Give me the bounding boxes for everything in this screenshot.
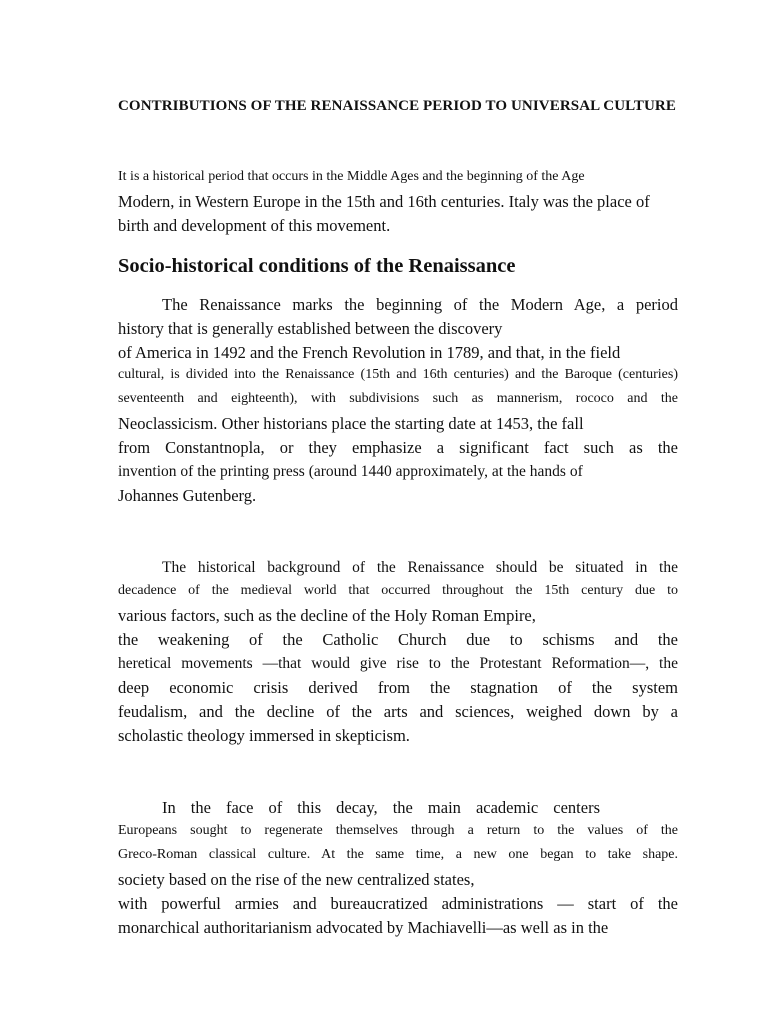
paragraph-line: heretical movements —that would give rise to the Protestant Reformation—, the <box>118 655 678 672</box>
intro-line: Modern, in Western Europe in the 15th and 16th centuries. Italy was the place of <box>118 192 650 211</box>
document-title: CONTRIBUTIONS OF THE RENAISSANCE PERIOD TO UNIVERSAL CULTURE <box>118 98 676 114</box>
paragraph-line: Europeans sought to regenerate themselves through a return to the values of the <box>118 823 678 838</box>
paragraph-line: Johannes Gutenberg. <box>118 486 257 505</box>
intro-line: birth and development of this movement. <box>118 216 391 235</box>
paragraph-line: In the face of this decay, the main academic centers <box>162 798 600 817</box>
paragraph-line: scholastic theology immersed in skepticism. <box>118 726 410 745</box>
paragraph-line: with powerful armies and bureaucratized administrations — start of the <box>118 894 678 913</box>
paragraph-line: from Constantnopla, or they emphasize a significant fact such as the <box>118 438 678 457</box>
paragraph-line: society based on the rise of the new centralized states, <box>118 870 475 889</box>
paragraph-line: monarchical authoritarianism advocated by Machiavelli—as well as in the <box>118 918 609 937</box>
paragraph-line: various factors, such as the decline of the Holy Roman Empire, <box>118 606 536 625</box>
paragraph-line: Greco-Roman classical culture. At the same time, a new one began to take shape. <box>118 847 678 862</box>
paragraph-line: The historical background of the Renaissance should be situated in the <box>162 559 678 576</box>
paragraph-line: the weakening of the Catholic Church due to schisms and the <box>118 630 678 649</box>
paragraph-line: cultural, is divided into the Renaissance (15th and 16th centuries) and the Baroque (centuries) <box>118 367 678 382</box>
paragraph-line: history that is generally established between the discovery <box>118 319 503 338</box>
paragraph-line: The Renaissance marks the beginning of the Modern Age, a period <box>162 295 678 314</box>
paragraph-line: decadence of the medieval world that occurred throughout the 15th century due to <box>118 583 678 598</box>
paragraph-line: Neoclassicism. Other historians place the starting date at 1453, the fall <box>118 414 584 433</box>
paragraph-line: feudalism, and the decline of the arts and sciences, weighed down by a <box>118 702 678 721</box>
section-heading: Socio-historical conditions of the Renaissance <box>118 255 516 277</box>
paragraph-line: of America in 1492 and the French Revolution in 1789, and that, in the field <box>118 343 621 362</box>
paragraph-line: invention of the printing press (around 1440 approximately, at the hands of <box>118 463 583 480</box>
intro-line: It is a historical period that occurs in the Middle Ages and the beginning of the Age <box>118 169 585 184</box>
paragraph-line: seventeenth and eighteenth), with subdivisions such as mannerism, rococo and the <box>118 391 678 406</box>
paragraph-line: deep economic crisis derived from the stagnation of the system <box>118 678 678 697</box>
